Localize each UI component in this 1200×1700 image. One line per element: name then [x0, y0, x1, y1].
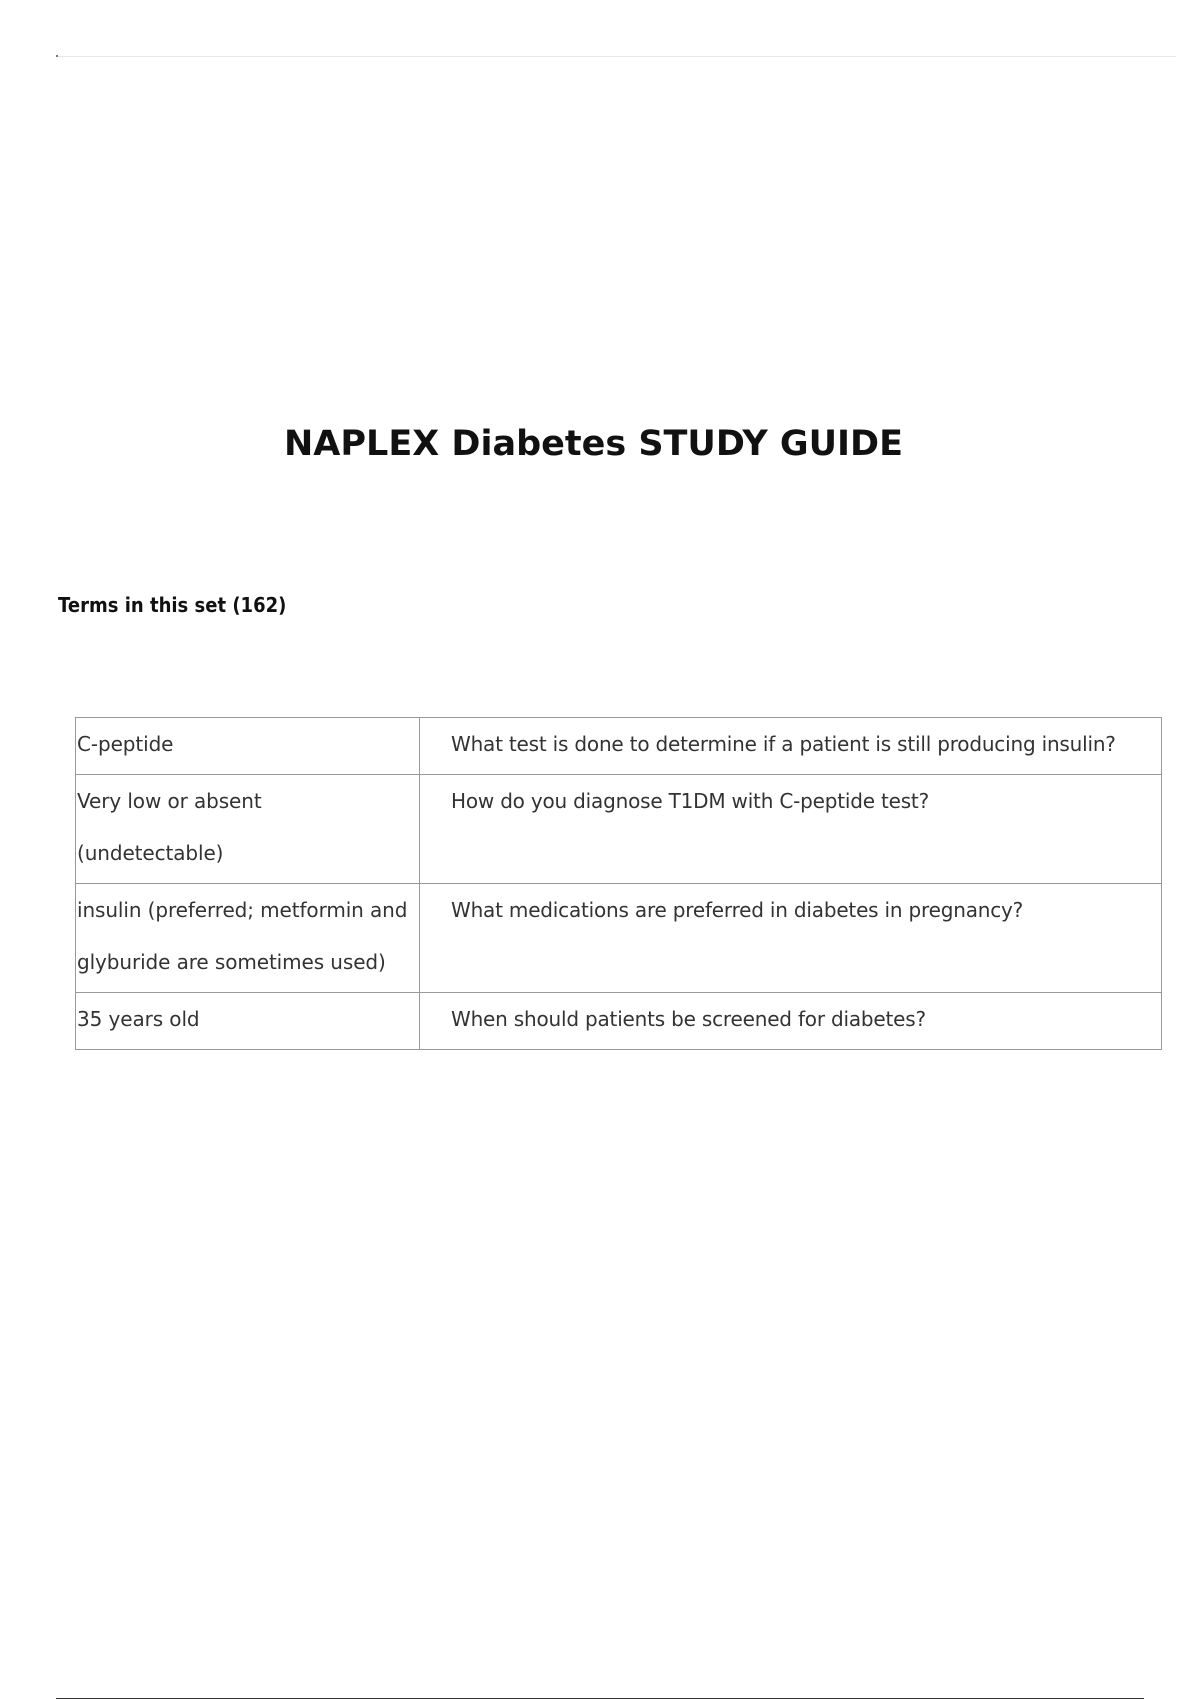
header-mark	[56, 55, 58, 57]
footer-divider	[56, 1698, 1144, 1699]
definition-cell: How do you diagnose T1DM with C-peptide test?	[420, 775, 1162, 884]
terms-count-heading: Terms in this set (162)	[58, 593, 287, 617]
term-cell: Very low or absent (undetectable)	[76, 775, 420, 884]
term-cell: 35 years old	[76, 993, 420, 1050]
definition-cell: What test is done to determine if a patient is still producing insulin?	[420, 718, 1162, 775]
definition-cell: When should patients be screened for diabetes?	[420, 993, 1162, 1050]
table-row	[76, 884, 1162, 993]
table-row	[76, 993, 1162, 1050]
term-cell: C-peptide	[76, 718, 420, 775]
table-row	[76, 718, 1162, 775]
terms-table	[75, 717, 1162, 1050]
table-row	[76, 775, 1162, 884]
definition-cell: What medications are preferred in diabetes in pregnancy?	[420, 884, 1162, 993]
term-cell: insulin (preferred; metformin and glyburide are sometimes used)	[76, 884, 420, 993]
header-divider	[56, 56, 1176, 57]
document-title: NAPLEX Diabetes STUDY GUIDE	[283, 424, 904, 464]
